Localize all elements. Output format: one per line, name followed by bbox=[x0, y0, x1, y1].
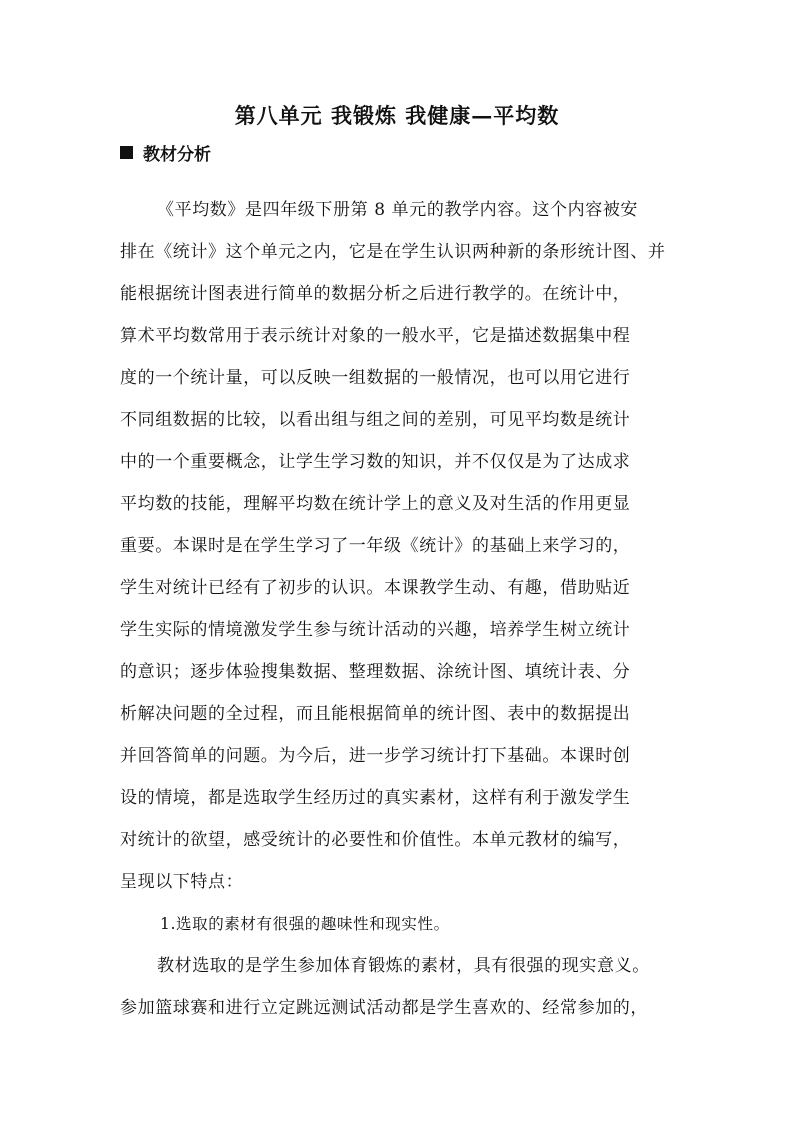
paragraph-line: 重要。本课时是在学生学习了一年级《统计》的基础上来学习的， bbox=[120, 536, 631, 556]
paragraph-line: 平均数的技能，理解平均数在统计学上的意义及对生活的作用更显 bbox=[120, 494, 631, 514]
paragraph-line: 算术平均数常用于表示统计对象的一般水平，它是描述数据集中程 bbox=[120, 326, 631, 346]
paragraph-line: 能根据统计图表进行简单的数据分析之后进行教学的。在统计中， bbox=[120, 284, 631, 304]
paragraph-line: 并回答简单的问题。为今后，进一步学习统计打下基础。本课时创 bbox=[120, 746, 631, 766]
black-square-bullet-icon bbox=[120, 146, 133, 159]
paragraph-line: 的意识；逐步体验搜集数据、整理数据、涂统计图、填统计表、分 bbox=[120, 662, 631, 682]
list-item: 1.选取的素材有很强的趣味性和现实性。 bbox=[160, 915, 450, 933]
paragraph-line: 参加篮球赛和进行立定跳远测试活动都是学生喜欢的、经常参加的， bbox=[120, 998, 648, 1018]
paragraph-line: 不同组数据的比较，以看出组与组之间的差别，可见平均数是统计 bbox=[120, 410, 631, 430]
paragraph-line: 学生对统计已经有了初步的认识。本课教学生动、有趣，借助贴近 bbox=[120, 578, 631, 598]
paragraph-line: 中的一个重要概念，让学生学习数的知识，并不仅仅是为了达成求 bbox=[120, 452, 631, 472]
paragraph-line: 学生实际的情境激发学生参与统计活动的兴趣，培养学生树立统计 bbox=[120, 620, 631, 640]
paragraph-line: 设的情境，都是选取学生经历过的真实素材，这样有利于激发学生 bbox=[120, 788, 631, 808]
section-heading bbox=[120, 140, 211, 165]
paragraph-line: 排在《统计》这个单元之内，它是在学生认识两种新的条形统计图、并 bbox=[120, 242, 666, 262]
paragraph-line: 《平均数》是四年级下册第 8 单元的教学内容。这个内容被安 bbox=[157, 200, 639, 220]
paragraph-line: 呈现以下特点： bbox=[120, 872, 244, 892]
section-heading-text: 教材分析 bbox=[143, 145, 211, 165]
paragraph-line: 析解决问题的全过程，而且能根据简单的统计图、表中的数据提出 bbox=[120, 704, 631, 724]
paragraph-line: 度的一个统计量，可以反映一组数据的一般情况，也可以用它进行 bbox=[120, 368, 631, 388]
document-title: 第八单元 我锻炼 我健康—平均数 bbox=[234, 103, 560, 128]
paragraph-line: 对统计的欲望，感受统计的必要性和价值性。本单元教材的编写， bbox=[120, 830, 631, 850]
paragraph-line: 教材选取的是学生参加体育锻炼的素材，具有很强的现实意义。 bbox=[157, 956, 650, 976]
